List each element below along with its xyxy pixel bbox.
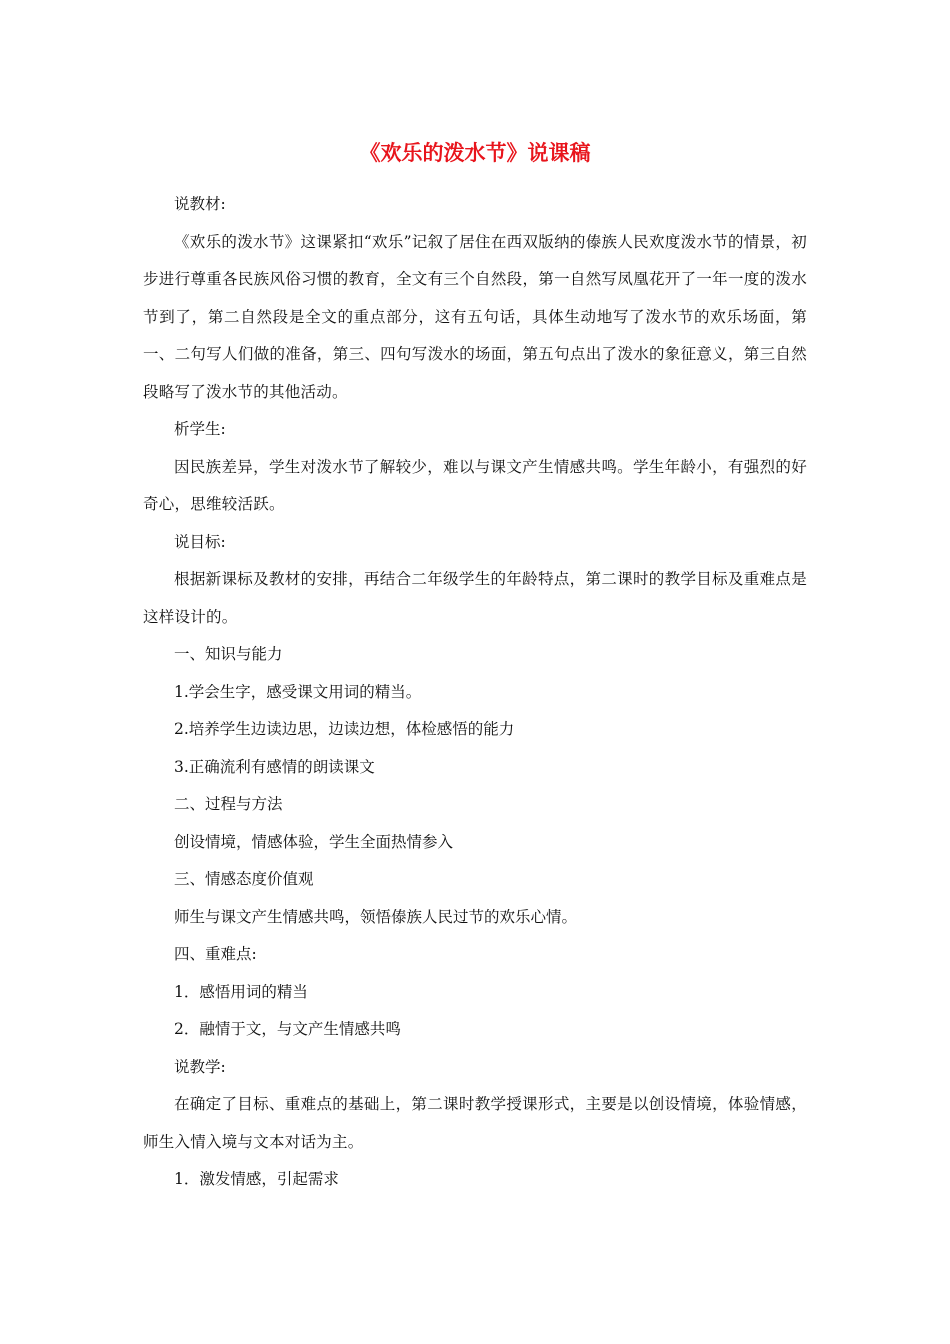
- subheading-values: 三、情感态度价值观: [174, 870, 314, 888]
- section-heading-teaching: 说教学:: [174, 1057, 226, 1076]
- subheading-knowledge-ability: 一、知识与能力: [174, 645, 283, 663]
- list-item: 3.正确流利有感情的朗读课文: [174, 757, 375, 776]
- paragraph-process-method: 创设情境，情感体验，学生全面热情参入: [174, 832, 454, 851]
- section-heading-teaching-material: 说教材:: [174, 195, 226, 213]
- paragraph-values: 师生与课文产生情感共鸣，领悟傣族人民过节的欢乐心情。: [174, 907, 578, 926]
- subheading-key-points: 四、重难点:: [174, 945, 257, 963]
- list-item: 2．融情于文，与文产生情感共鸣: [174, 1020, 401, 1038]
- paragraph-teaching-material: 《欢乐的泼水节》这课紧扣“欢乐”记叙了居住在西双版纳的傣族人民欢度泼水节的情景，初步进行尊重各民族风俗习惯的教育，全文有三个自然段，第一自然写凤凰花开了一年一度的泼水节到了，第二自然段是全文的重点部分，这有五句话，具体生动地写了泼水节的欢乐场面，第一、二句写人们做的准备，第三、四句写泼水的场面，第五句点出了泼水的象征意义，第三自然段略写了泼水节的其他活动。: [143, 232, 807, 401]
- document-body: [143, 186, 807, 1199]
- list-item: 1.学会生字，感受课文用词的精当。: [174, 682, 422, 701]
- paragraph-teaching: 在确定了目标、重难点的基础上，第二课时教学授课形式，主要是以创设情境，体验情感，师生入情入境与文本对话为主。: [143, 1095, 807, 1151]
- list-item: 1．激发情感，引起需求: [174, 1170, 339, 1188]
- subheading-process-method: 二、过程与方法: [174, 795, 283, 813]
- document-title: 《欢乐的泼水节》说课稿: [359, 141, 591, 165]
- list-item: 1．感悟用词的精当: [174, 982, 308, 1001]
- section-heading-students: 析学生:: [174, 420, 226, 438]
- section-heading-goals: 说目标:: [174, 532, 226, 551]
- paragraph-students: 因民族差异，学生对泼水节了解较少，难以与课文产生情感共鸣。学生年龄小，有强烈的好奇心，思维较活跃。: [143, 457, 807, 513]
- paragraph-goals: 根据新课标及教材的安排，再结合二年级学生的年龄特点，第二课时的教学目标及重难点是这样设计的。: [143, 570, 807, 626]
- list-item: 2.培养学生边读边思，边读边想，体检感悟的能力: [174, 720, 515, 738]
